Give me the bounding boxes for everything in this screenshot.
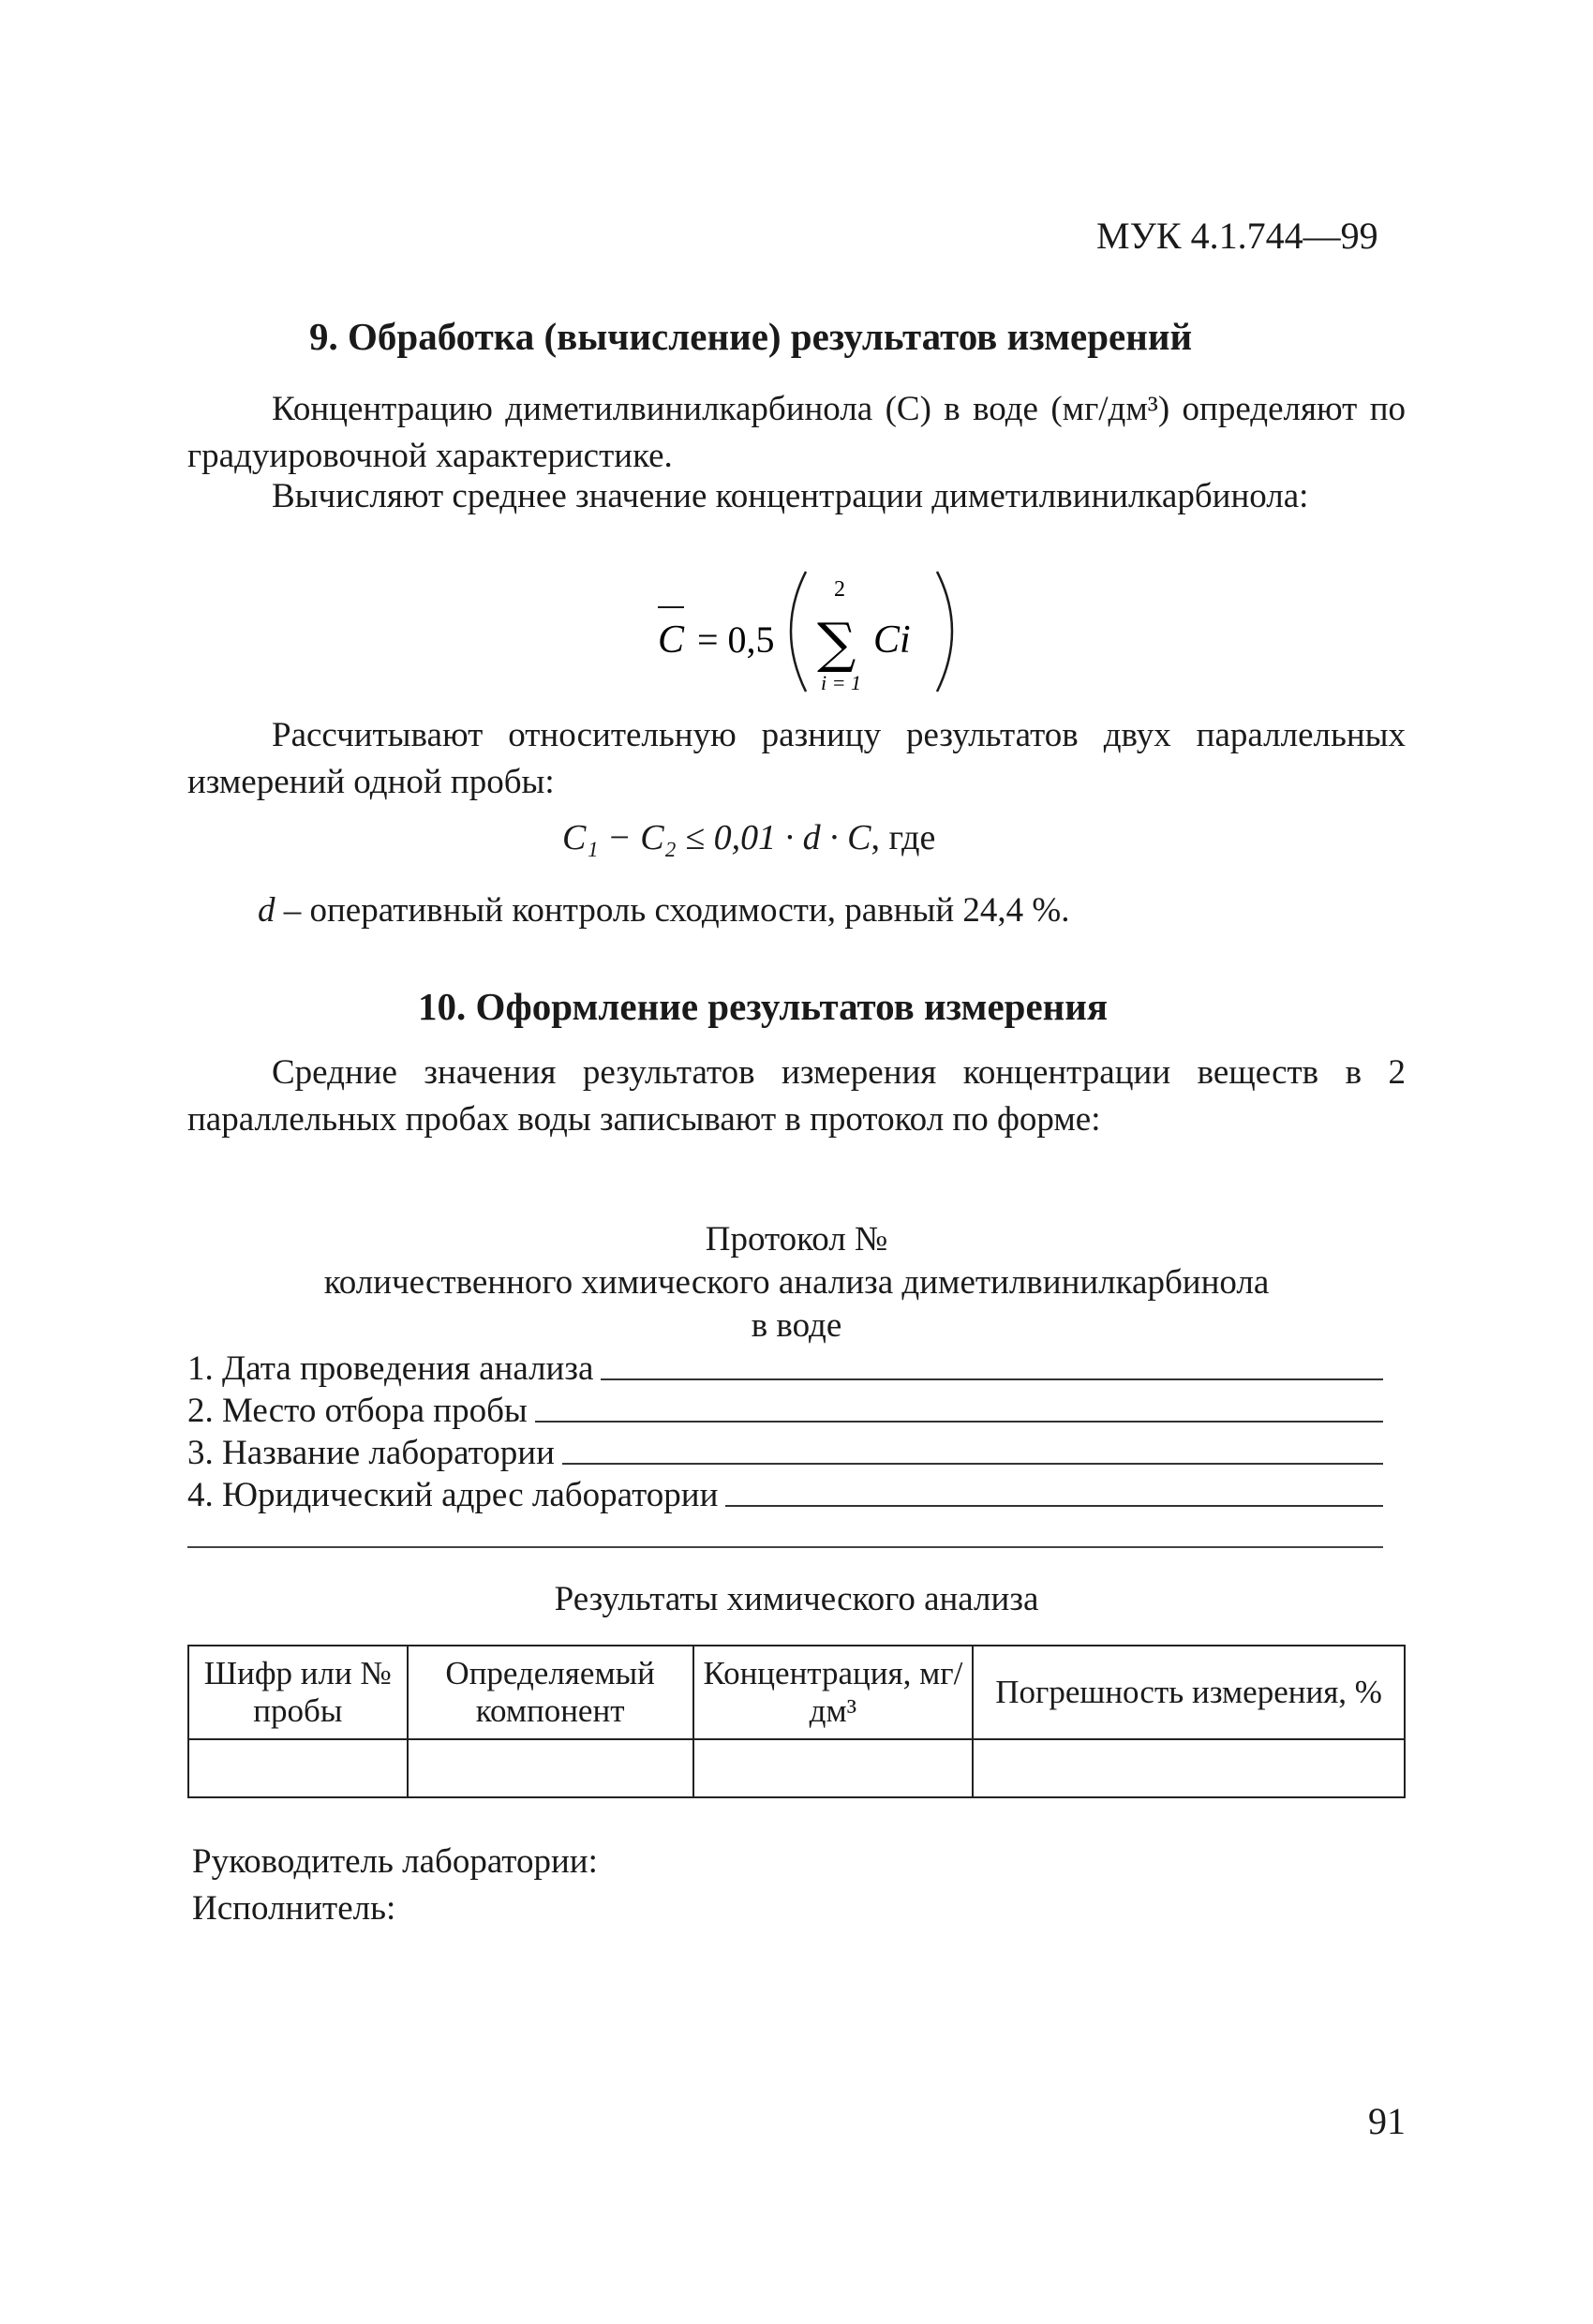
d-symbol: d: [258, 891, 275, 930]
section-10-paragraph-1: Средние значения результатов измерения концентрации веществ в 2 параллельных пробах воды записывают в протокол по форме:: [187, 1053, 1406, 1139]
protocol-field-lab-name: [187, 1430, 1383, 1473]
sum-lower-limit: i = 1: [821, 671, 861, 694]
protocol-field-lab-address: [187, 1472, 1383, 1515]
divider-line: [187, 1546, 1383, 1548]
difference-formula: [562, 817, 935, 858]
table-cell: [408, 1739, 693, 1797]
fill-in-line: [601, 1378, 1383, 1380]
sum-icon: ∑: [817, 611, 856, 675]
field-label: 1. Дата проведения анализа: [187, 1349, 594, 1388]
section-9-paragraph-1: Концентрацию диметилвинилкарбинола (С) в воде (мг/дм³) определяют по градуировочной характеристике.: [187, 390, 1406, 475]
protocol-field-place: [187, 1388, 1383, 1431]
section-9-paragraph-2: Вычисляют среднее значение концентрации диметилвинилкарбинола:: [272, 477, 1309, 515]
page-number: 91: [1368, 2100, 1406, 2142]
left-paren: [791, 572, 806, 692]
fill-in-line: [535, 1421, 1383, 1423]
protocol-subtitle: количественного химического анализа диметилвинилкарбинола: [323, 1263, 1270, 1302]
sum-upper-limit: 2: [834, 577, 845, 602]
section-10-heading: 10. Оформление результатов измерения: [418, 985, 1109, 1028]
d-definition: [258, 890, 1069, 931]
right-paren: [937, 572, 952, 692]
sum-term: Ci: [873, 618, 911, 662]
table-cell: [188, 1739, 408, 1797]
field-label: 2. Место отбора пробы: [187, 1392, 528, 1430]
protocol-field-date: [187, 1346, 1383, 1389]
column-header-concentration: Концентрация, мг/дм³: [693, 1646, 974, 1739]
signature-executor: Исполнитель:: [192, 1889, 396, 1928]
mean-concentration-formula: [656, 560, 975, 701]
protocol-title: Протокол №: [705, 1220, 888, 1259]
d-text: – оперативный контроль сходимости, равный 24,4 %.: [275, 891, 1070, 930]
column-header-component: Определяемый компонент: [408, 1646, 693, 1739]
difference-expression: C₁ − C₂ ≤ 0,01 · d · C: [562, 818, 871, 857]
document-code: МУК 4.1.744—99: [1096, 215, 1378, 257]
section-9-paragraph-3: Рассчитывают относительную разницу результатов двух параллельных измерений одной пробы:: [187, 716, 1406, 801]
protocol-subtitle-2: в воде: [751, 1306, 842, 1345]
formula-equals: = 0,5: [697, 618, 775, 661]
field-label: 3. Название лаборатории: [187, 1434, 555, 1472]
signature-head: Руководитель лаборатории:: [192, 1842, 598, 1881]
fill-in-line: [562, 1463, 1383, 1465]
column-header-sample-code: Шифр или № пробы: [188, 1646, 408, 1739]
results-title: Результаты химического анализа: [554, 1580, 1039, 1618]
table-row: [188, 1739, 1405, 1797]
fill-in-line: [725, 1505, 1383, 1507]
table-header-row: [188, 1646, 1405, 1739]
table-cell: [693, 1739, 974, 1797]
difference-suffix: , где: [871, 818, 936, 857]
section-9-heading: 9. Обработка (вычисление) результатов измерений: [309, 315, 1193, 358]
formula-lhs: C: [658, 618, 685, 662]
field-label: 4. Юридический адрес лаборатории: [187, 1476, 719, 1514]
table-cell: [973, 1739, 1405, 1797]
column-header-error: Погрешность измерения, %: [973, 1646, 1405, 1739]
results-table: [187, 1645, 1406, 1798]
